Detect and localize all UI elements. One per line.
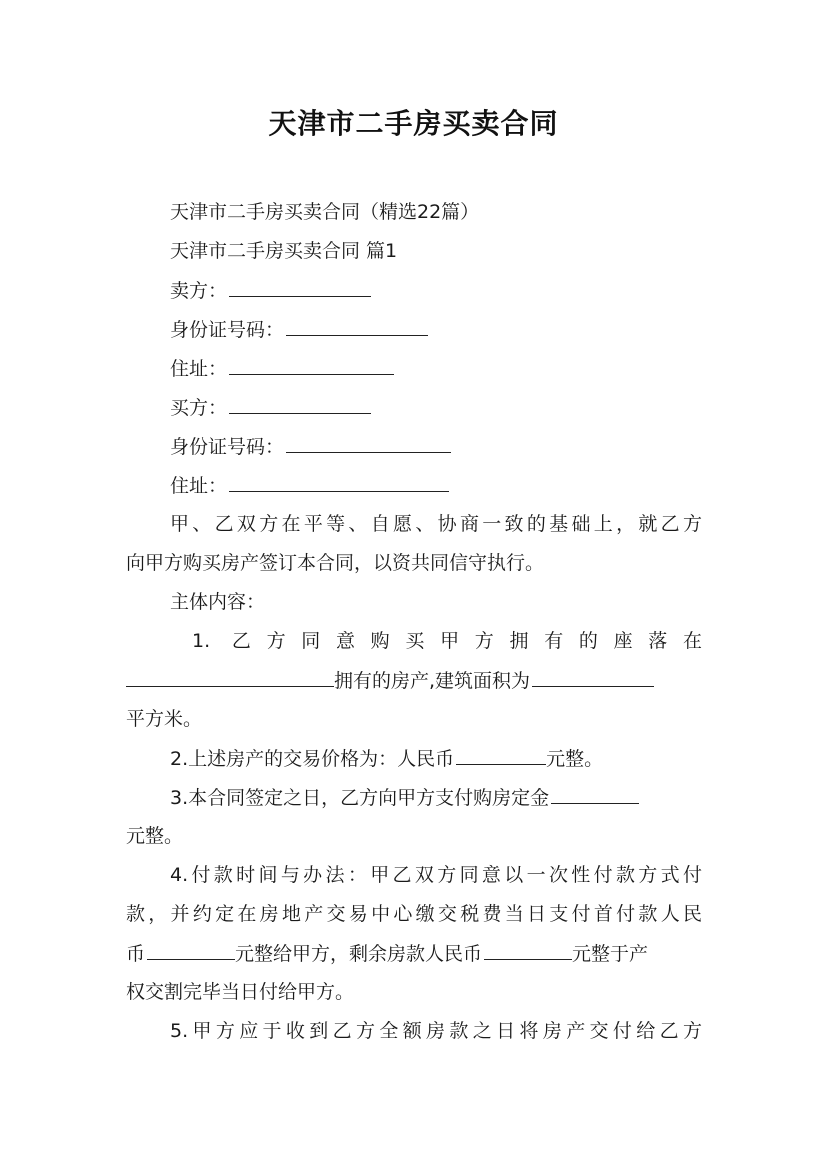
seller-label: 卖方：: [170, 280, 228, 302]
down-payment-blank: [147, 941, 235, 960]
seller-address-blank: [229, 356, 394, 375]
clause-2-text: 2.上述房产的交易价格为：人民币: [170, 748, 455, 770]
location-blank: [126, 668, 334, 687]
deposit-blank: [551, 785, 639, 804]
clause-5-line-1: 5.甲方应于收到乙方全额房款之日将房产交付给乙方: [170, 1020, 702, 1042]
seller-address-field: [170, 356, 702, 381]
buyer-address-field: [170, 473, 702, 498]
seller-id-blank: [286, 317, 428, 336]
clause-4-line-1: 4.付款时间与办法：甲乙双方同意以一次性付款方式付: [170, 864, 702, 886]
clause-1-line-1: 1. 乙方同意购买甲方拥有的座落在: [192, 630, 702, 652]
seller-id-field: [170, 317, 702, 342]
clause-4-line-3: [126, 941, 702, 966]
clause-4-line-4: 权交割完毕当日付给甲方。: [126, 981, 355, 1003]
buyer-id-field: [170, 434, 702, 459]
clause-4-l3a: 币: [126, 943, 146, 965]
clause-2-unit: 元整。: [546, 748, 604, 770]
clause-4-l3b: 元整给甲方，剩余房款人民币: [235, 943, 483, 965]
document-title: 天津市二手房买卖合同: [268, 107, 559, 140]
clause-4-l3c: 元整于产: [572, 943, 649, 965]
intro-line-1: 甲、乙双方在平等、自愿、协商一致的基础上，就乙方: [170, 513, 702, 535]
clause-3-unit: 元整。: [126, 825, 184, 847]
buyer-blank: [229, 395, 371, 414]
intro-line-2: 向甲方购买房产签订本合同，以资共同信守执行。: [126, 552, 545, 574]
clause-1-line-2: [126, 668, 702, 693]
subtitle: 天津市二手房买卖合同（精选22篇）: [170, 201, 480, 223]
seller-address-label: 住址：: [170, 358, 228, 380]
buyer-id-blank: [286, 434, 451, 453]
buyer-label: 买方：: [170, 397, 228, 419]
price-blank: [456, 746, 546, 765]
clause-1-end: 平方米。: [126, 708, 203, 730]
clause-1-mid: 拥有的房产,建筑面积为: [334, 670, 531, 692]
main-content-label: 主体内容：: [170, 591, 266, 613]
area-blank: [532, 668, 654, 687]
buyer-id-label: 身份证号码：: [170, 436, 285, 458]
clause-2: [170, 746, 702, 771]
buyer-field: [170, 395, 702, 420]
seller-field: [170, 278, 702, 303]
seller-id-label: 身份证号码：: [170, 319, 285, 341]
buyer-address-label: 住址：: [170, 475, 228, 497]
balance-blank: [484, 941, 572, 960]
buyer-address-blank: [229, 473, 449, 492]
clause-3-line-1: [170, 785, 702, 810]
clause-3-text: 3.本合同签定之日，乙方向甲方支付购房定金: [170, 787, 550, 809]
clause-4-line-2: 款，并约定在房地产交易中心缴交税费当日支付首付款人民: [126, 903, 702, 925]
seller-blank: [229, 278, 371, 297]
chapter-heading: 天津市二手房买卖合同 篇1: [170, 240, 398, 262]
